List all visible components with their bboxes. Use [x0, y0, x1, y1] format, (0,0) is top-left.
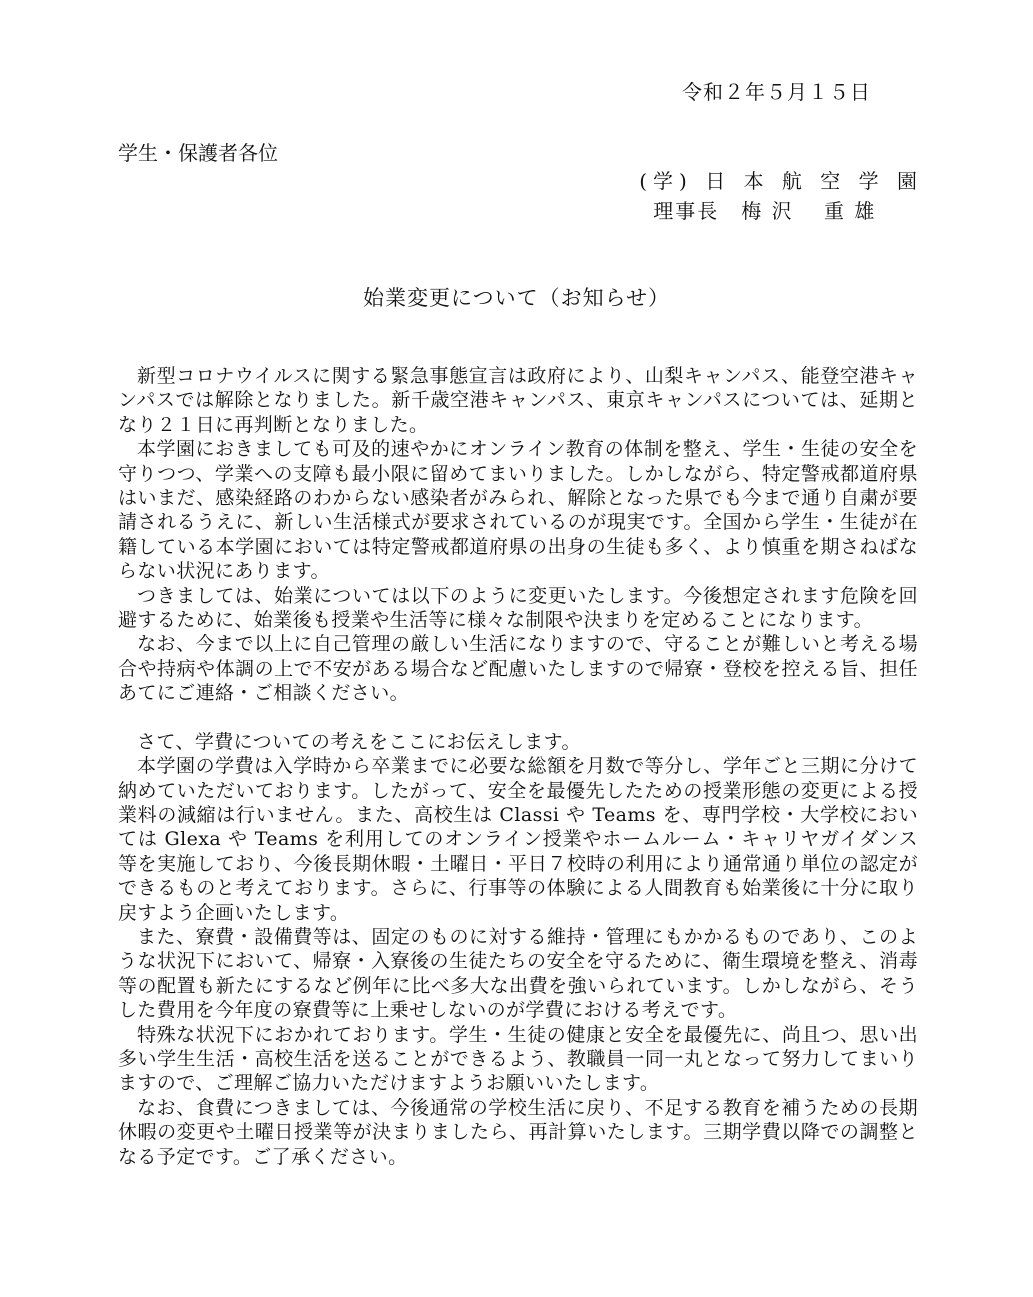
addressee: 学生・保護者各位	[118, 141, 278, 165]
document-date: 令和２年５月１５日	[682, 80, 871, 104]
paragraph: 本学園におきましても可及的速やかにオンライン教育の体制を整え、学生・生徒の安全を守りつつ、学業への支障も最小限に留めてまいりました。しかしながら、特定警戒都道府県はいまだ、感染経路のわからない感染者がみられ、解除となった県でも今まで通り自粛が要請されるうえに、新しい生活様式が要求されているのが現実です。全国から学生・生徒が在籍している本学園においては特定警戒都道府県の出身の生徒も多く、より慎重を期さねばならない状況にあります。	[118, 438, 918, 583]
paragraph: 新型コロナウイルスに関する緊急事態宣言は政府により、山梨キャンパス、能登空港キャンパスでは解除となりました。新千歳空港キャンパス、東京キャンパスについては、延期となり２１日に再判断となりました。	[118, 365, 918, 436]
document-body	[118, 364, 918, 1169]
sender-organization: (学) 日 本 航 空 学 園	[639, 169, 923, 193]
paragraph: 特殊な状況下におかれております。学生・生徒の健康と安全を最優先に、尚且つ、思い出多い学生生活・高校生活を送ることができるよう、教職員一同一丸となって努力してまいりますので、ご理解ご協力いただけますようお願いいたします。	[118, 1023, 918, 1095]
paragraph: さて、学費についての考えをここにお伝えします。	[137, 730, 581, 753]
paragraph: なお、食費につきましては、今後通常の学校生活に戻り、不足する教育を補うための長期休暇の変更や土曜日授業等が決まりましたら、再計算いたします。三期学費以降での調整となる予定です。ご了承ください。	[118, 1096, 918, 1168]
paragraph: 本学園の学費は入学時から卒業までに必要な総額を月数で等分し、学年ごと三期に分けて納めていただいております。したがって、安全を最優先したための授業形態の変更による授業料の減縮は行いません。また、高校生は Classi や Teams を、専門学校・大学校においては Glexa や Teams を利用してのオンライン授業やホームルーム・キャリヤガイダンス等を実施しており、今後長期休暇・土曜日・平日７校時の利用により通常通り単位の認定ができるものと考えております。さらに、行事等の体験による人間教育も始業後に十分に取り戻すよう企画いたします。	[118, 755, 918, 924]
paragraph: つきましては、始業については以下のように変更いたします。今後想定されます危険を回避するために、始業後も授業や生活等に様々な制限や決まりを定めることになります。	[118, 584, 918, 632]
paragraph: また、寮費・設備費等は、固定のものに対する維持・管理にもかかるものであり、このような状況下において、帰寮・入寮後の生徒たちの安全を守るために、衛生環境を整え、消毒等の配置も新たにするなど例年に比べ多大な出費を強いられています。しかしながら、そうした費用を今年度の寮費等に上乗せしないのが学費における考えです。	[118, 925, 918, 1022]
paragraph: なお、今まで以上に自己管理の厳しい生活になりますので、守ることが難しいと考える場合や持病や体調の上で不安がある場合など配慮いたしますので帰寮・登校を控える旨、担任あてにご連絡・ご相談ください。	[118, 633, 918, 705]
document-title: 始業変更について（お知らせ）	[363, 286, 670, 310]
paragraph-gap	[118, 706, 918, 730]
sender-block	[639, 166, 923, 226]
sender-name: 理事長 梅 沢 重 雄	[653, 199, 877, 223]
